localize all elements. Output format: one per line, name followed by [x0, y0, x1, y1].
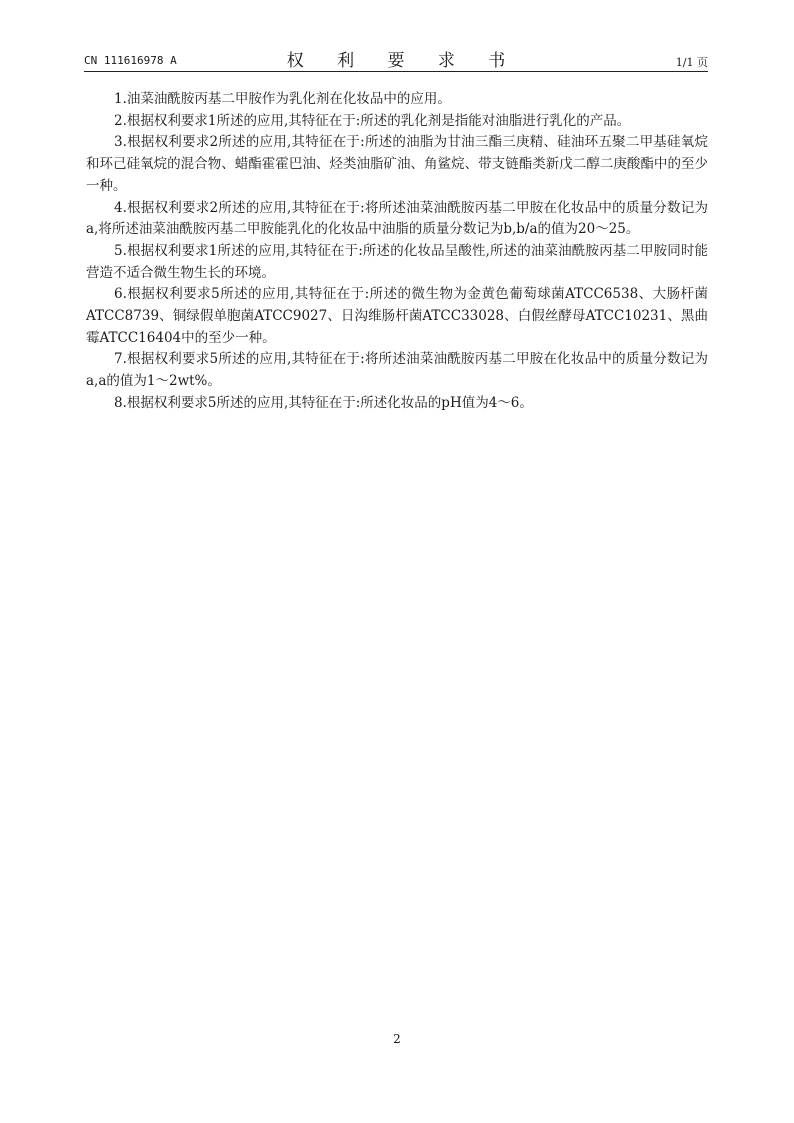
page-header — [84, 46, 708, 70]
claim-5: 5.根据权利要求1所述的应用,其特征在于:所述的化妆品呈酸性,所述的油菜油酰胺丙基二甲胺同时能营造不适合微生物生长的环境。 — [86, 242, 708, 281]
claim-6: 6.根据权利要求5所述的应用,其特征在于:所述的微生物为金黄色葡萄球菌ATCC6538、大肠杆菌ATCC8739、铜绿假单胞菌ATCC9027、日沟维肠杆菌ATCC33028、白假丝酵母ATCC10231、黑曲霉ATCC16404中的至少一种。 — [86, 286, 708, 346]
claim-7: 7.根据权利要求5所述的应用,其特征在于:将所述油菜油酰胺丙基二甲胺在化妆品中的质量分数记为a,a的值为1～2wt%。 — [86, 351, 708, 390]
claim-4: 4.根据权利要求2所述的应用,其特征在于:将所述油菜油酰胺丙基二甲胺在化妆品中的质量分数记为a,将所述油菜油酰胺丙基二甲胺能乳化的化妆品中油脂的质量分数记为b,b/a的值为20～25。 — [86, 199, 708, 238]
publication-number: CN 111616978 A — [84, 54, 177, 67]
claim-1: 1.油菜油酰胺丙基二甲胺作为乳化剂在化妆品中的应用。 — [114, 91, 451, 107]
page-number: 2 — [393, 1032, 401, 1046]
claim-2: 2.根据权利要求1所述的应用,其特征在于:所述的乳化剂是指能对油脂进行乳化的产品。 — [114, 112, 631, 129]
claim-8: 8.根据权利要求5所述的应用,其特征在于:所述化妆品的pH值为4～6。 — [114, 394, 533, 411]
document-title: 权 利 要 求 书 — [286, 51, 520, 71]
page-indicator: 1/1 页 — [675, 56, 708, 69]
claims-body — [86, 89, 708, 415]
claim-3: 3.根据权利要求2所述的应用,其特征在于:所述的油脂为甘油三酯三庚精、硅油环五聚二甲基硅氧烷和环己硅氧烷的混合物、蜡酯霍霍巴油、烃类油脂矿油、角鲨烷、带支链酯类新戊二醇二庚酸酯中的至少一种。 — [86, 134, 708, 194]
header-rule — [84, 71, 708, 72]
